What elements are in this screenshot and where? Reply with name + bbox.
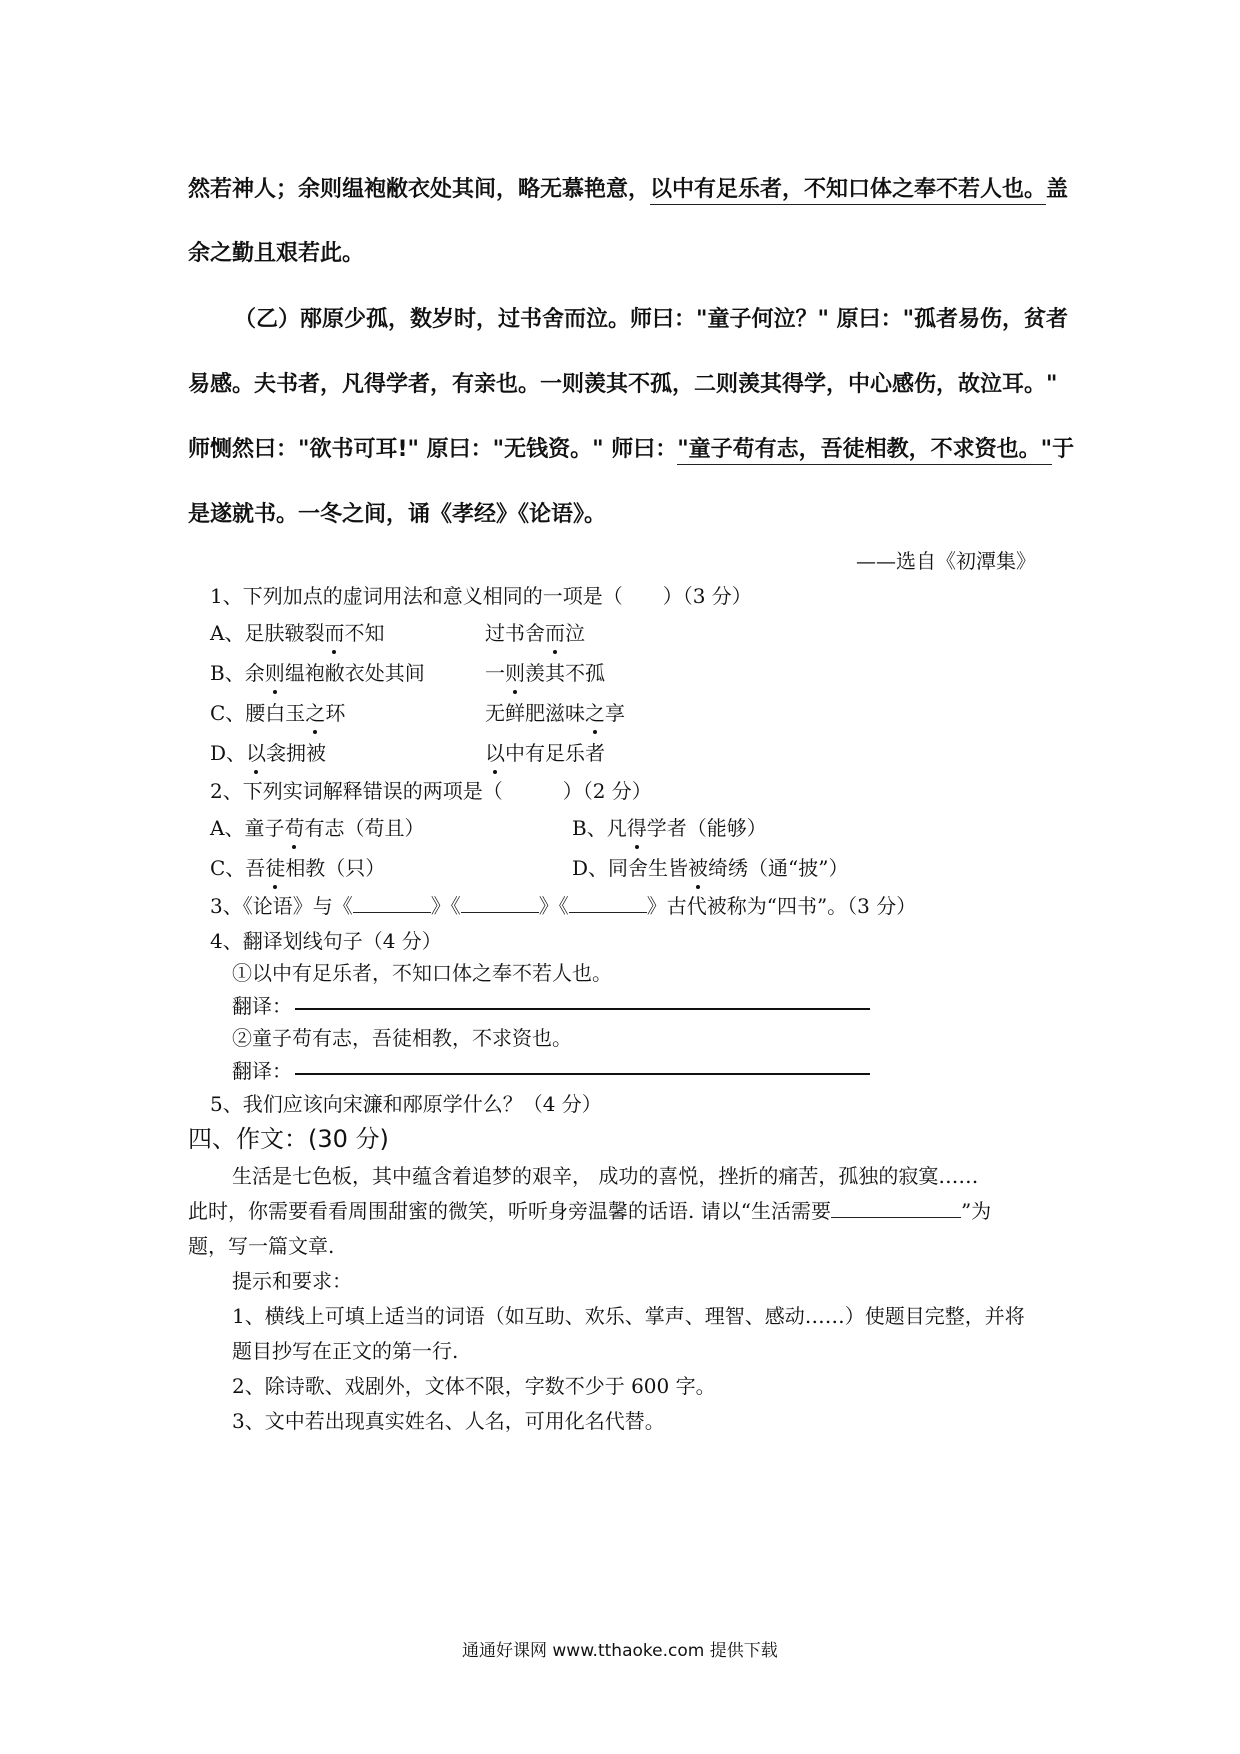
q4-sentence-2: ②童子苟有志，吾徒相教，不求资也。 — [232, 1026, 572, 1050]
q1-a-text: 不知 — [344, 621, 385, 645]
dotted-char: 苟 — [284, 812, 304, 841]
fill-blank-3[interactable] — [569, 894, 647, 913]
dotted-char: 以 — [246, 737, 266, 766]
passage-a-line-2: 余之勤且艰若此。 — [188, 241, 365, 266]
q2-stem: 2、下列实词解释错误的两项是（ ）（2 分） — [210, 779, 652, 803]
q1-a-text: 泣 — [565, 621, 585, 645]
essay-title-blank[interactable] — [831, 1199, 961, 1218]
q1-a-text: 过书舍 — [485, 621, 545, 645]
dotted-char: 徒 — [265, 852, 285, 881]
q1-b-text: B、余 — [210, 661, 265, 685]
dotted-char: 而 — [324, 617, 344, 646]
q4-translate-label-1: 翻译： — [232, 994, 292, 1018]
q2-b-text: 学者（能够） — [646, 816, 767, 840]
dotted-char: 则 — [505, 657, 525, 686]
q1-c-text: 环 — [325, 701, 346, 725]
dotted-char: 以 — [485, 737, 505, 766]
answer-line-1[interactable] — [295, 1008, 870, 1010]
q2-b-text: B、凡 — [572, 816, 627, 840]
q3-text: 》古代被称为“四书”。（3 分） — [646, 894, 917, 918]
q1-b-text: 一 — [485, 661, 505, 685]
essay-prompt-text: ”为 — [960, 1199, 992, 1223]
essay-requirement-1b: 题目抄写在正文的第一行. — [232, 1339, 459, 1363]
q1-d-text: 衾拥被 — [266, 741, 327, 765]
q2-a-text: 有志（苟且） — [304, 816, 425, 840]
q4-sentence-1: ①以中有足乐者，不知口体之奉不若人也。 — [232, 961, 612, 985]
underlined-sentence-1: 以中有足乐者，不知口体之奉不若人也。 — [650, 177, 1046, 205]
q1-c-text: 享 — [605, 701, 625, 725]
q2-c-text: C、吾 — [210, 856, 266, 880]
passage-a-line-1 — [188, 172, 1068, 203]
page-footer: 通通好课网 www.tthaoke.com 提供下载 — [462, 1641, 778, 1661]
dotted-char: 被 — [688, 852, 708, 881]
q1-b-text: 羡其不孤 — [525, 661, 605, 685]
answer-line-2[interactable] — [295, 1073, 870, 1075]
essay-requirement-3: 3、文中若出现真实姓名、人名，可用化名代替。 — [232, 1409, 665, 1433]
q1-option-a — [210, 617, 384, 646]
q1-option-b — [210, 657, 425, 686]
dotted-char: 得 — [627, 812, 647, 841]
fill-blank-1[interactable] — [353, 894, 431, 913]
q4-stem: 4、翻译划线句子（4 分） — [210, 929, 442, 953]
q3-text: 》《 — [538, 894, 569, 918]
q2-a-text: A、童子 — [210, 816, 285, 840]
q3-text: 3、《论语》与《 — [210, 894, 353, 918]
essay-prompt-text: 此时，你需要看看周围甜蜜的微笑，听听身旁温馨的话语. 请以“生活需要 — [188, 1199, 831, 1223]
essay-prompt-line-2 — [188, 1195, 991, 1224]
passage-b-line-2: 易感。夫书者，凡得学者，有亲也。一则羡其不孤，二则羡其得学，中心感伤，故泣耳。" — [188, 372, 1058, 397]
q1-c-text: 无鲜肥滋味 — [485, 701, 585, 725]
source-attribution: ——选自《初潭集》 — [856, 549, 1036, 573]
q1-option-d-compare — [485, 737, 605, 766]
essay-requirement-1a: 1、横线上可填上适当的词语（如互助、欢乐、掌声、理智、感动……）使题目完整，并将 — [232, 1304, 1025, 1328]
q2-d-text: D、同舍生皆 — [572, 856, 689, 880]
q1-a-text: A、足肤皲裂 — [210, 621, 325, 645]
q1-option-b-compare — [485, 657, 605, 686]
underlined-sentence-2: "童子苟有志，吾徒相教，不求资也。" — [677, 437, 1052, 465]
passage-b-line-3 — [188, 432, 1074, 463]
q1-d-text: 中有足乐者 — [505, 741, 605, 765]
q2-option-d — [572, 852, 849, 881]
q1-stem: 1、下列加点的虚词用法和意义相同的一项是（ ）（3 分） — [210, 584, 752, 608]
essay-tips-heading: 提示和要求： — [232, 1269, 352, 1293]
q2-d-text: 绮绣（通“披”） — [708, 856, 849, 880]
q1-b-text: 缊袍敝衣处其间 — [284, 661, 425, 685]
q1-option-d — [210, 737, 326, 766]
q2-option-c — [210, 852, 385, 881]
q1-option-c-compare — [485, 697, 625, 726]
fill-blank-2[interactable] — [461, 894, 539, 913]
q2-c-text: 相教（只） — [285, 856, 386, 880]
essay-prompt-line-1: 生活是七色板，其中蕴含着追梦的艰辛， 成功的喜悦，挫折的痛苦，孤独的寂寞…… — [232, 1164, 979, 1188]
q1-option-a-compare — [485, 617, 585, 646]
q3-line — [210, 890, 916, 919]
q1-c-text: C、腰白玉 — [210, 701, 306, 725]
q5-stem: 5、我们应该向宋濂和邴原学什么？（4 分） — [210, 1092, 602, 1116]
q2-option-b — [572, 812, 767, 841]
dotted-char: 之 — [585, 697, 605, 726]
essay-prompt-line-3: 题，写一篇文章. — [188, 1234, 335, 1258]
essay-heading: 四、作文：(30 分) — [188, 1125, 389, 1153]
q4-translate-label-2: 翻译： — [232, 1059, 292, 1083]
q3-text: 》《 — [430, 894, 461, 918]
dotted-char: 而 — [545, 617, 565, 646]
passage-b-line-4: 是遂就书。一冬之间，诵《孝经》《论语》。 — [188, 502, 607, 527]
dotted-char: 之 — [305, 697, 325, 726]
passage-b-text-end: 于 — [1052, 437, 1075, 462]
q2-option-a — [210, 812, 424, 841]
passage-a-text-end: 盖 — [1046, 177, 1069, 202]
passage-b-line-1: （乙）邴原少孤，数岁时，过书舍而泣。师曰："童子何泣？" 原曰："孤者易伤，贫者 — [234, 307, 1069, 332]
passage-a-text: 然若神人；余则缊袍敝衣处其间，略无慕艳意， — [188, 177, 651, 202]
essay-requirement-2: 2、除诗歌、戏剧外，文体不限，字数不少于 600 字。 — [232, 1374, 716, 1398]
passage-b-text: 师恻然曰："欲书可耳!" 原曰："无钱资。" 师曰： — [188, 437, 678, 462]
dotted-char: 则 — [265, 657, 285, 686]
q1-d-text: D、 — [210, 741, 247, 765]
q1-option-c — [210, 697, 345, 726]
